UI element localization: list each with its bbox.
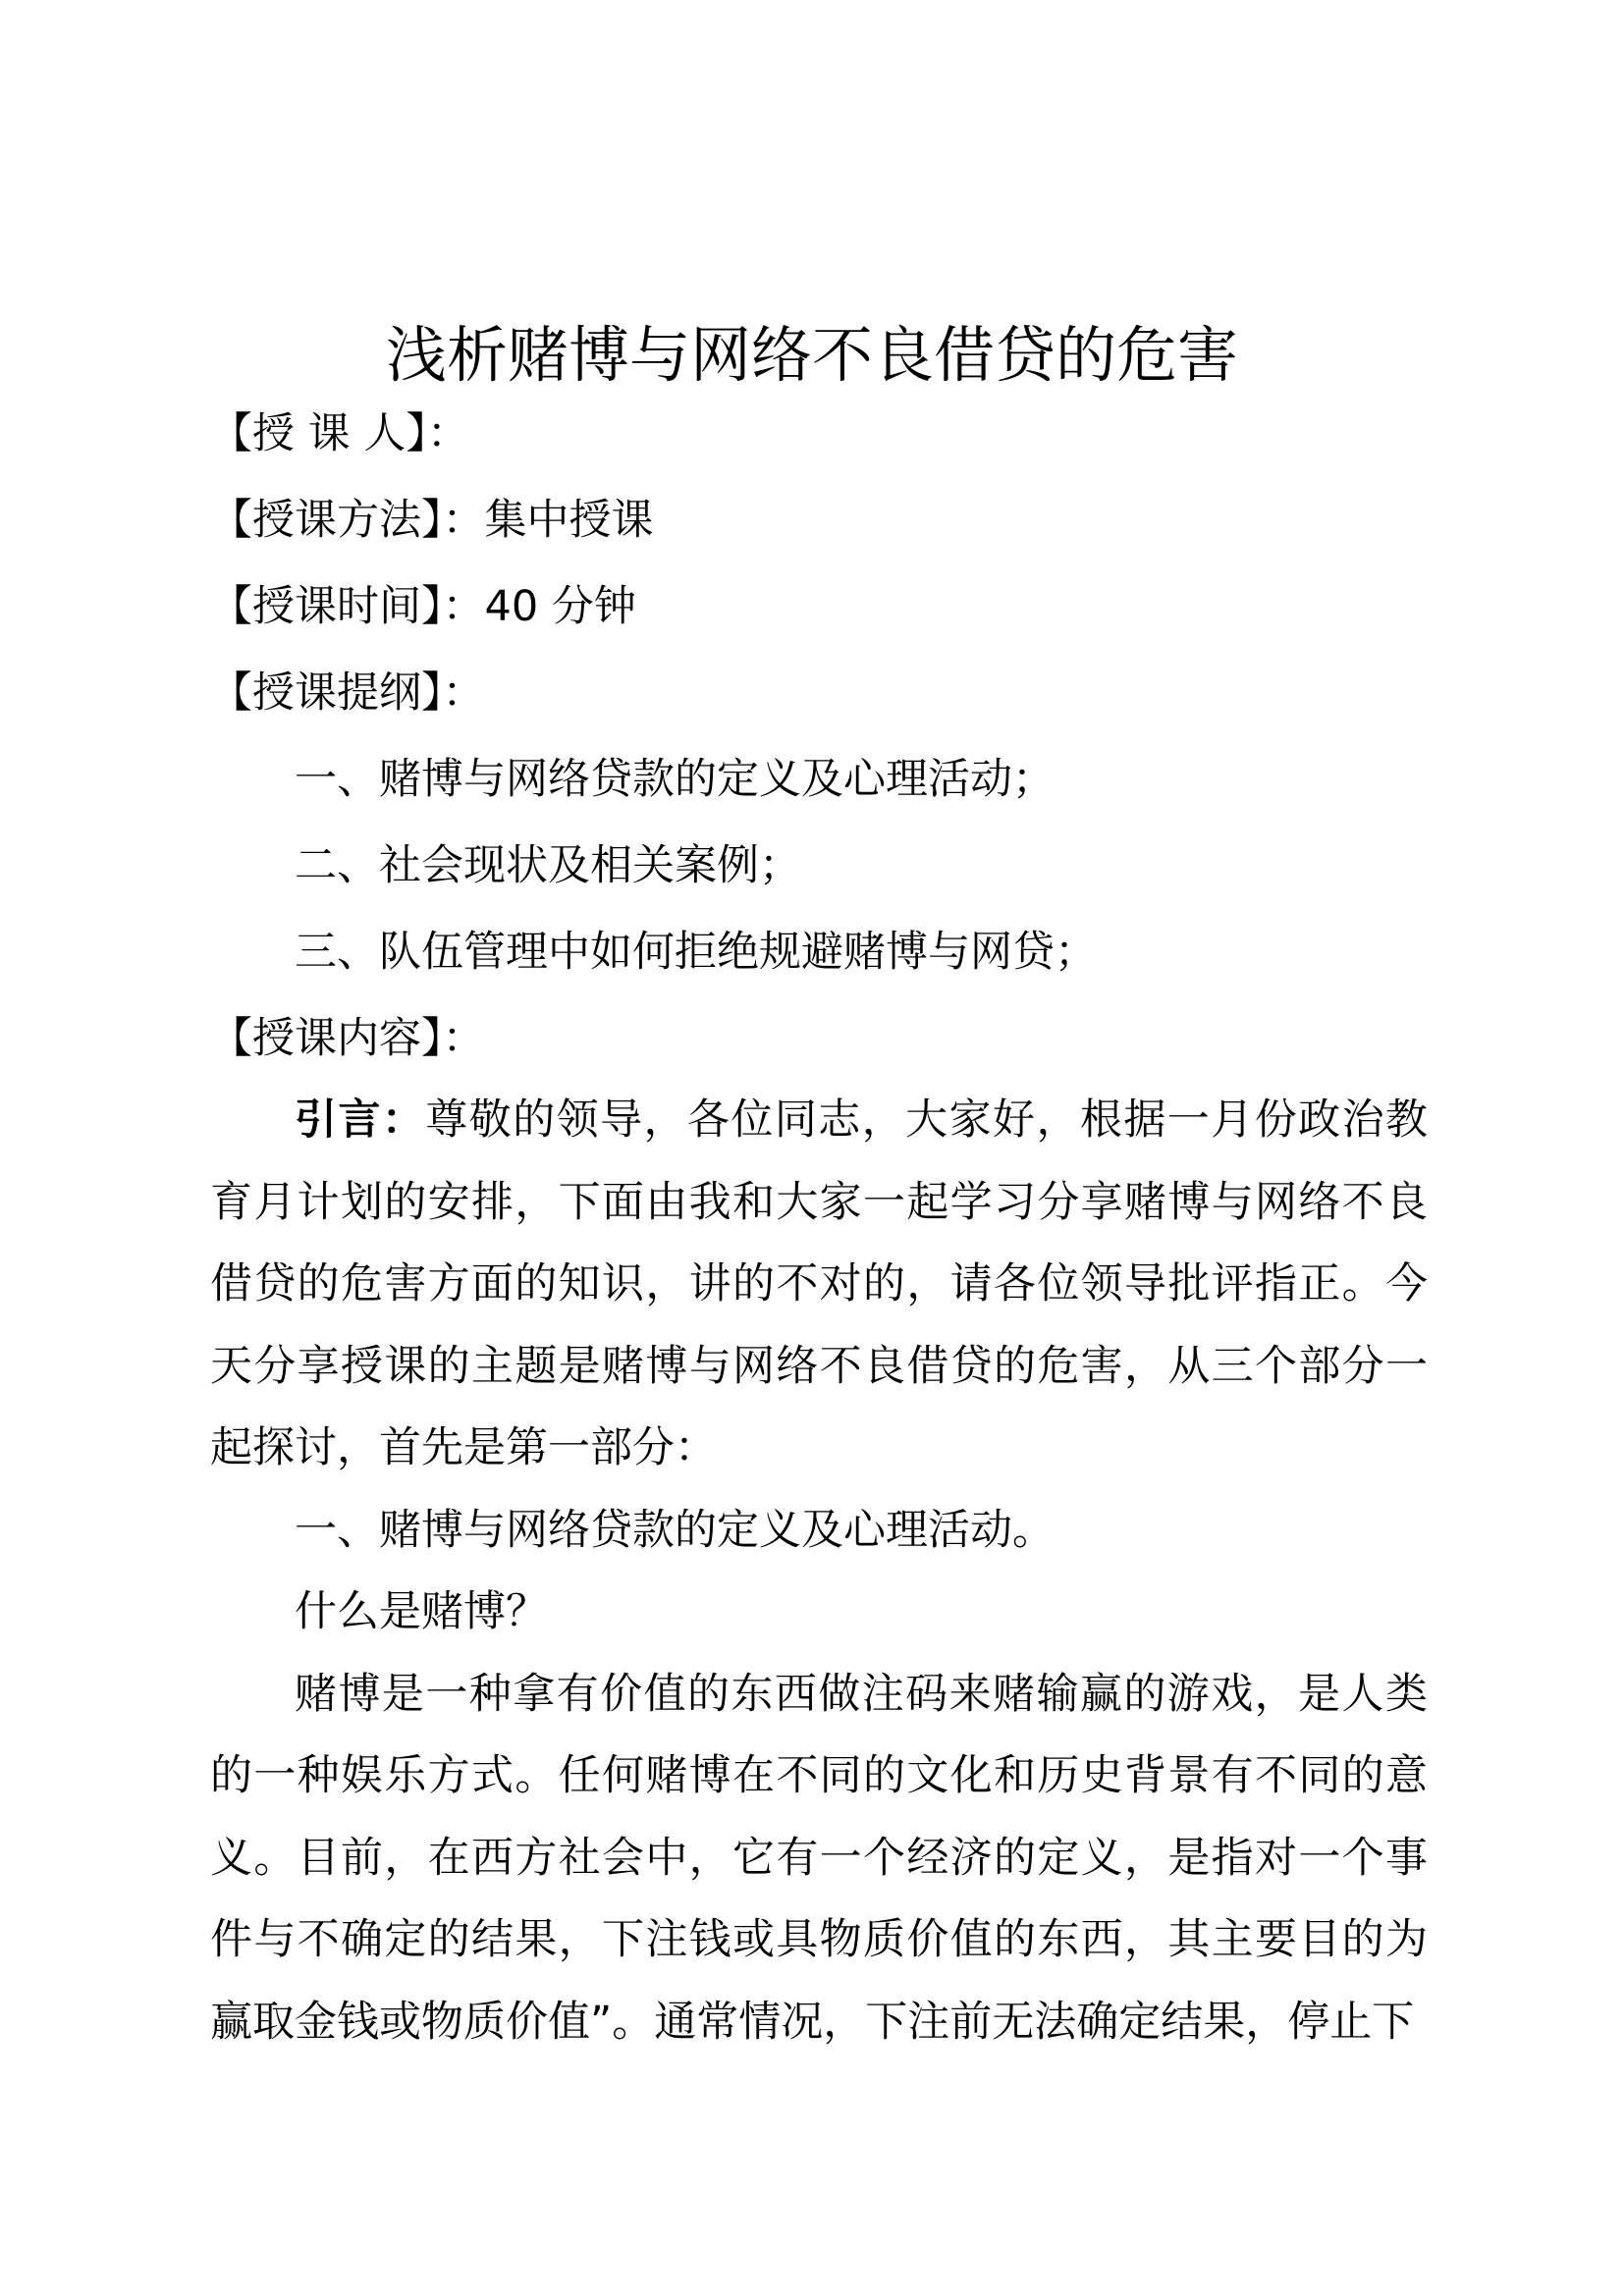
- meta-outline: [210, 664, 485, 722]
- intro-lead: 引言：: [295, 1095, 426, 1145]
- outline-item: 二、社会现状及相关案例；: [295, 841, 801, 890]
- meta-value: 40 分钟: [484, 582, 636, 631]
- question: 什么是赌博？: [295, 1587, 548, 1636]
- meta-label: 【授课时间】：: [210, 582, 485, 631]
- meta-lecturer: [210, 404, 469, 463]
- outline-item: 三、队伍管理中如何拒绝规避赌博与网贷；: [295, 928, 1097, 977]
- meta-label: 【授课方法】：: [210, 496, 485, 545]
- document-title: 浅析赌博与网络不良借贷的危害: [385, 319, 1238, 391]
- intro-paragraph: [210, 1080, 1428, 1490]
- meta-label: 【授 课 人】：: [210, 409, 469, 458]
- section-heading: 一、赌博与网络贷款的定义及心理活动。: [295, 1505, 1055, 1555]
- paragraph: 赌博是一种拿有价值的东西做注码来赌输赢的游戏，是人类的一种娱乐方式。任何赌博在不同的文化和历史背景有不同的意义。目前，在西方社会中，它有一个经济的定义，是指对一个事件与不确定的结果，下注钱或具物质价值的东西，其主要目的为赢取金钱或物质价值”。通常情况，下注前无法确定结果，停止下: [210, 1669, 1428, 2047]
- outline-item: 一、赌博与网络贷款的定义及心理活动；: [295, 755, 1055, 804]
- meta-duration: [210, 577, 636, 636]
- meta-method: [210, 491, 654, 550]
- content-label: 【授课内容】：: [210, 1014, 485, 1063]
- body-text: [210, 1080, 1428, 2063]
- intro-text: 尊敬的领导，各位同志，大家好，根据一月份政治教育月计划的安排，下面由我和大家一起学习分享赌博与网络不良借贷的危害方面的知识，讲的不对的，请各位领导批评指正。今天分享授课的主题是赌博与网络不良借贷的危害，从三个部分一起探讨，首先是第一部分：: [210, 1095, 1429, 1472]
- meta-value: 集中授课: [484, 496, 654, 545]
- meta-label: 【授课提纲】：: [210, 668, 485, 718]
